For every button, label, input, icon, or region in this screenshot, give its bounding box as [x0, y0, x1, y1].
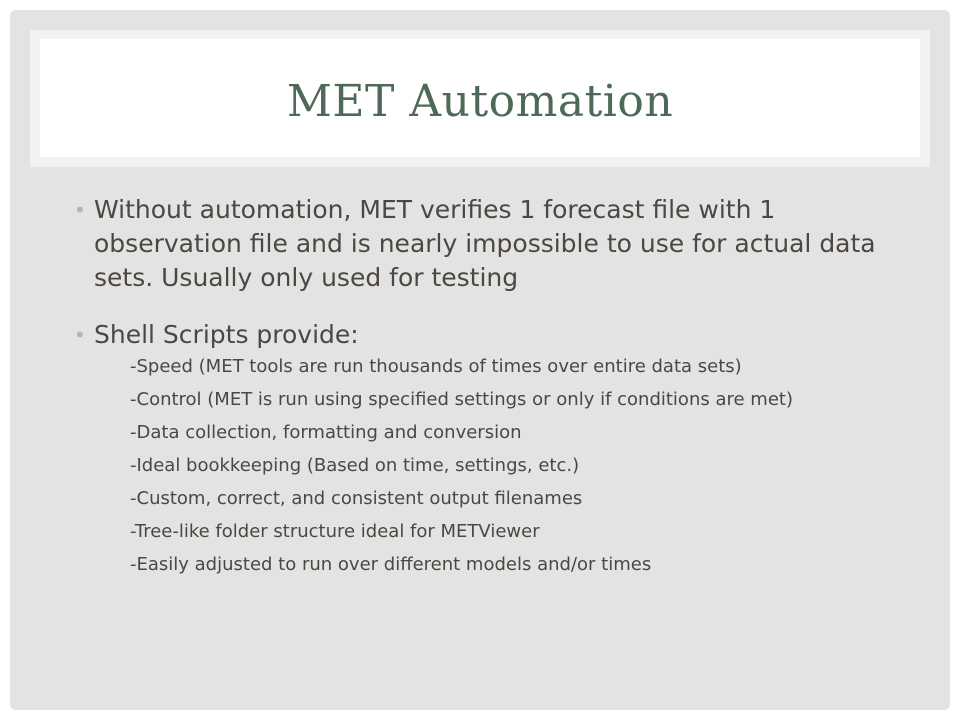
bullet-dot-icon: •: [74, 198, 86, 222]
sub-item-adjustable: -Easily adjusted to run over different models and/or times: [130, 554, 652, 575]
title-band: [30, 30, 930, 167]
bullet-item-shell-scripts: [72, 318, 902, 352]
sub-item-filenames: -Custom, correct, and consistent output filenames: [130, 488, 583, 509]
bullet-text: Without automation, MET verifies 1 forecast file with 1 observation file and is nearly impossible to use for actual data sets. Usually only used for testing: [94, 195, 876, 292]
sub-item-folder-structure: -Tree-like folder structure ideal for METViewer: [130, 521, 540, 542]
sub-item-bookkeeping: -Ideal bookkeeping (Based on time, settings, etc.): [130, 455, 580, 476]
title-box: [40, 39, 920, 157]
slide: [10, 10, 950, 710]
sub-item-control: -Control (MET is run using specified settings or only if conditions are met): [130, 389, 793, 410]
sub-item-speed: -Speed (MET tools are run thousands of times over entire data sets): [130, 356, 742, 377]
bullet-text: Shell Scripts provide:: [94, 320, 359, 349]
sub-item-data-collection: -Data collection, formatting and conversion: [130, 422, 522, 443]
sub-item-list: [72, 355, 902, 577]
slide-content: [72, 193, 902, 586]
bullet-dot-icon: •: [74, 323, 86, 347]
slide-title: MET Automation: [286, 75, 674, 127]
bullet-item-automation: [72, 193, 902, 295]
